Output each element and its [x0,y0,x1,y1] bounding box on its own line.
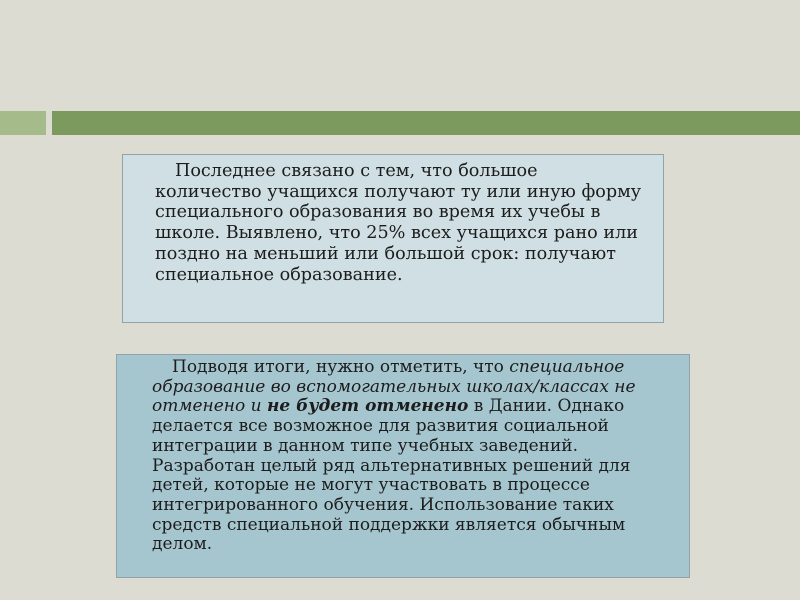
paragraph-upper [155,161,645,285]
paragraph-lower-part4: в Дании. Однако делается все возможное для развития социальной интеграции в данном типе учебных заведений. Разработан целый ряд альтернативных решений для детей, которые не могут участвовать в процессе интегрированного обучения. Использование таких средств специальной поддержки является обычным делом. [152,396,631,555]
paragraph-lower-bold-italic: не будет отменено [266,396,469,417]
decorative-bar-right [52,111,800,135]
paragraph-lower-part1: Подводя итоги, нужно отметить, что [172,357,510,377]
text-box-upper [122,154,664,323]
paragraph-upper-text: Последнее связано с тем, что большое количество учащихся получают ту или иную форму специального образования во время их учебы в школе. Выявлено, что 25% всех учащихся рано или поздно на меньший или большой срок: получают специальное образование. [155,161,642,285]
paragraph-lower-italic: специальное образование во вспомогательных школах/классах не отменено и [152,357,636,417]
decorative-bar-left [0,111,46,135]
text-box-lower [116,354,690,578]
paragraph-lower [152,358,675,555]
